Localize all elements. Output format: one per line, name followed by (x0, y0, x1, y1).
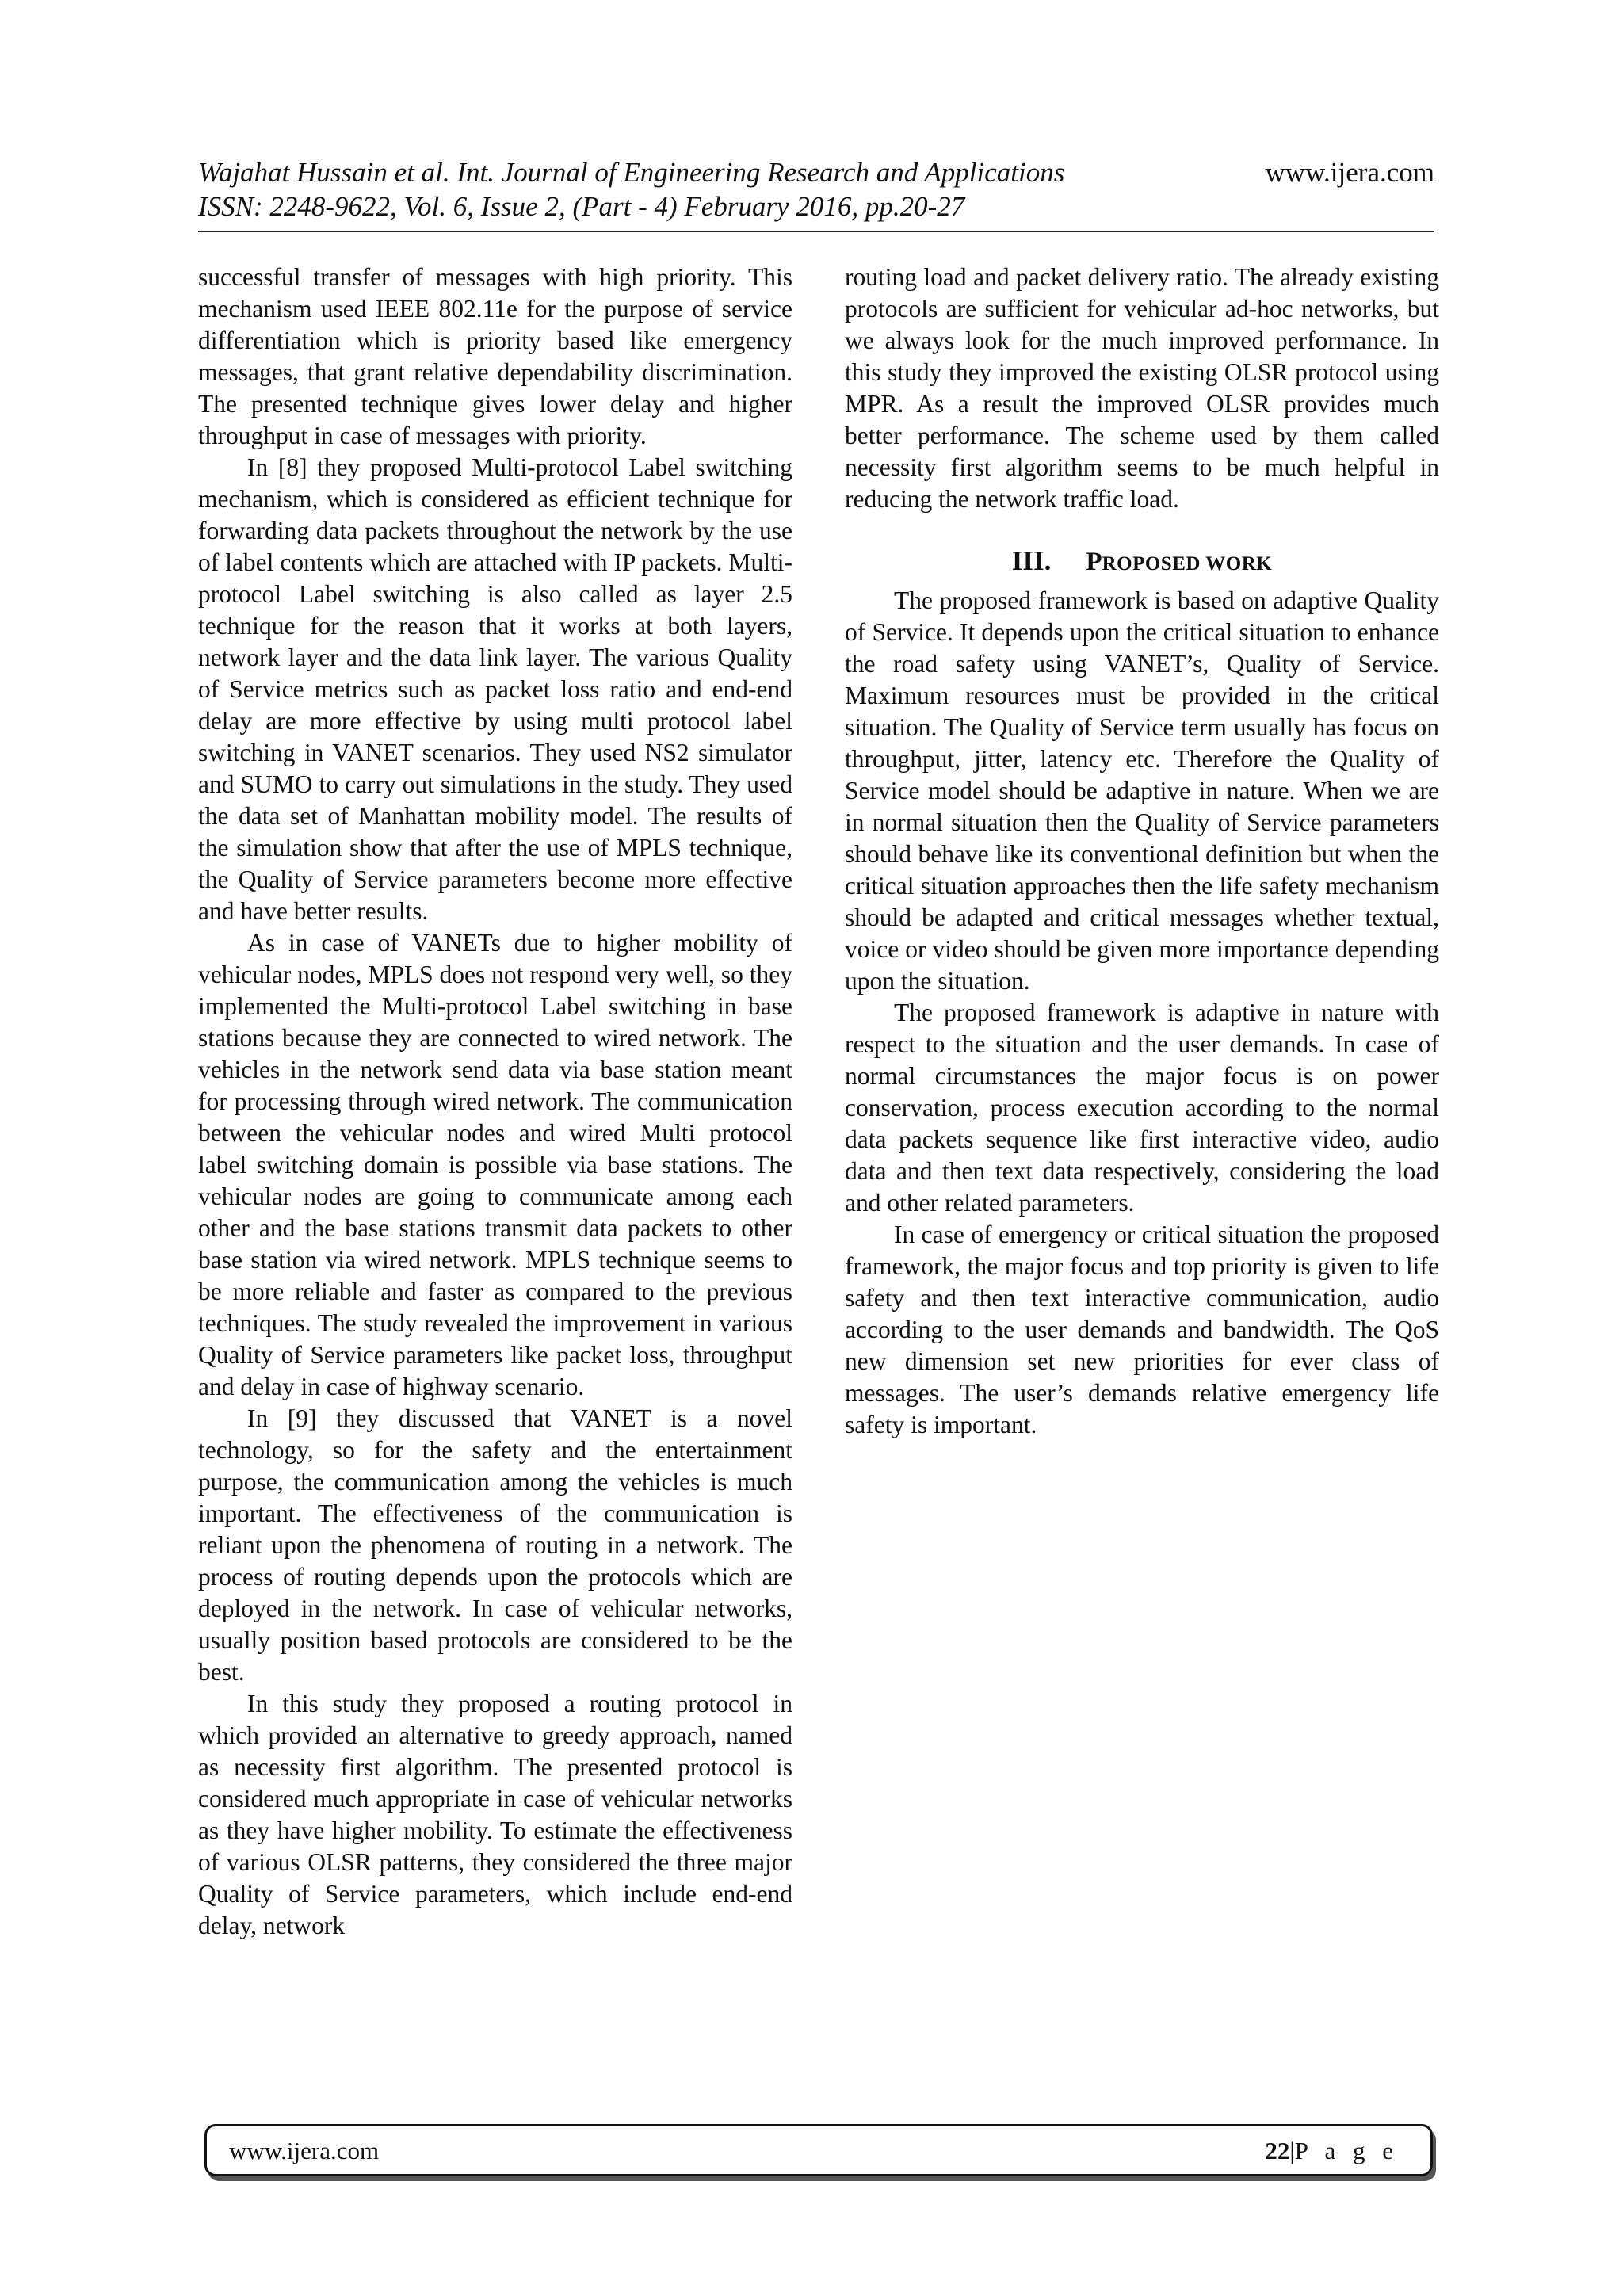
paragraph: In [8] they proposed Multi-protocol Label switching mechanism, which is considered as efficient technique for forwarding data packets throughout the network by the use of label contents which are attached with IP packets. Multi-protocol Label switching is also called as layer 2.5 technique for the reason that it works at both layers, network layer and the data link layer. The various Quality of Service metrics such as packet loss ratio and end-end delay are more effective by using multi protocol label switching in VANET scenarios. They used NS2 simulator and SUMO to carry out simulations in the study. They used the data set of Manhattan mobility model. The results of the simulation show that after the use of MPLS technique, the Quality of Service parameters become more effective and have better results. (198, 453, 792, 925)
section-title-rest: ROPOSED WORK (1102, 553, 1273, 575)
paragraph: In case of emergency or critical situation the proposed framework, the major focus and top priority is given to life safety and then text interactive communication, audio according to the user demands and bandwidth. The QoS new dimension set new priorities for ever class of messages. The user’s demands relative emergency life safety is important. (845, 1221, 1439, 1438)
page-footer (204, 2124, 1433, 2176)
paragraph: The proposed framework is adaptive in nature with respect to the situation and the user demands. In case of normal circumstances the major focus is on power conservation, process execution according to the normal data packets sequence like first interactive video, audio data and then text data respectively, considering the load and other related parameters. (845, 999, 1439, 1217)
paragraph: In [9] they discussed that VANET is a novel technology, so for the safety and the entertainment purpose, the communication among the vehicles is much important. The effectiveness of the communication is reliant upon the phenomena of routing in a network. The process of routing depends upon the protocols which are deployed in the network. In case of vehicular networks, usually position based protocols are considered to be the best. (198, 1404, 792, 1686)
section-heading (845, 545, 1439, 580)
header-issn-line: ISSN: 2248-9622, Vol. 6, Issue 2, (Part - 4) February 2016, pp.20-27 (198, 191, 965, 222)
paragraph: routing load and packet delivery ratio. The already existing protocols are sufficient for vehicular ad-hoc networks, but we always look for the much improved performance. In this study they improved the existing OLSR protocol using MPR. As a result the improved OLSR provides much better performance. The scheme used by them called necessity first algorithm seems to be much helpful in reducing the network traffic load. (845, 263, 1439, 513)
paragraph: The proposed framework is based on adaptive Quality of Service. It depends upon the critical situation to enhance the road safety using VANET’s, Quality of Service. Maximum resources must be provided in the critical situation. The Quality of Service term usually has focus on throughput, jitter, latency etc. Therefore the Quality of Service model should be adaptive in nature. When we are in normal situation then the Quality of Service parameters should behave like its conventional definition but when the critical situation approaches then the life safety mechanism should be adapted and critical messages whether textual, voice or video should be given more importance depending upon the situation. (845, 586, 1439, 995)
page-number-label (1265, 2134, 1399, 2168)
header-journal-line: Wajahat Hussain et al. Int. Journal of Engineering Research and Applications (198, 157, 1065, 188)
right-column (845, 262, 1439, 1441)
left-column (198, 262, 792, 1942)
section-number: III. (1011, 545, 1052, 576)
page-separator: | (1289, 2137, 1295, 2164)
header-website[interactable]: www.ijera.com (1265, 157, 1434, 188)
running-header (198, 155, 1434, 223)
section-title-initial: P (1086, 548, 1102, 576)
page-number: 22 (1265, 2137, 1290, 2164)
footer-website[interactable]: www.ijera.com (229, 2137, 380, 2164)
header-rule (198, 231, 1434, 232)
paragraph: In this study they proposed a routing protocol in which provided an alternative to greedy approach, named as necessity first algorithm. The presented protocol is considered much appropriate in case of vehicular networks as they have higher mobility. To estimate the effectiveness of various OLSR patterns, they considered the three major Quality of Service parameters, which include end-end delay, network (198, 1690, 792, 1939)
paragraph: successful transfer of messages with high priority. This mechanism used IEEE 802.11e for the purpose of service differentiation which is priority based like emergency messages, that grant relative dependability discrimination. The presented technique gives lower delay and higher throughput in case of messages with priority. (198, 263, 792, 449)
paragraph: As in case of VANETs due to higher mobility of vehicular nodes, MPLS does not respond very well, so they implemented the Multi-protocol Label switching in base stations because they are connected to wired network. The vehicles in the network send data via base station meant for processing through wired network. The communication between the vehicular nodes and wired Multi protocol label switching domain is possible via base stations. The vehicular nodes are going to communicate among each other and the base stations transmit data packets to other base station via wired network. MPLS technique seems to be more reliable and faster as compared to the previous techniques. The study revealed the improvement in various Quality of Service parameters like packet loss, throughput and delay in case of highway scenario. (198, 929, 792, 1400)
page-word: P a g e (1294, 2137, 1399, 2164)
